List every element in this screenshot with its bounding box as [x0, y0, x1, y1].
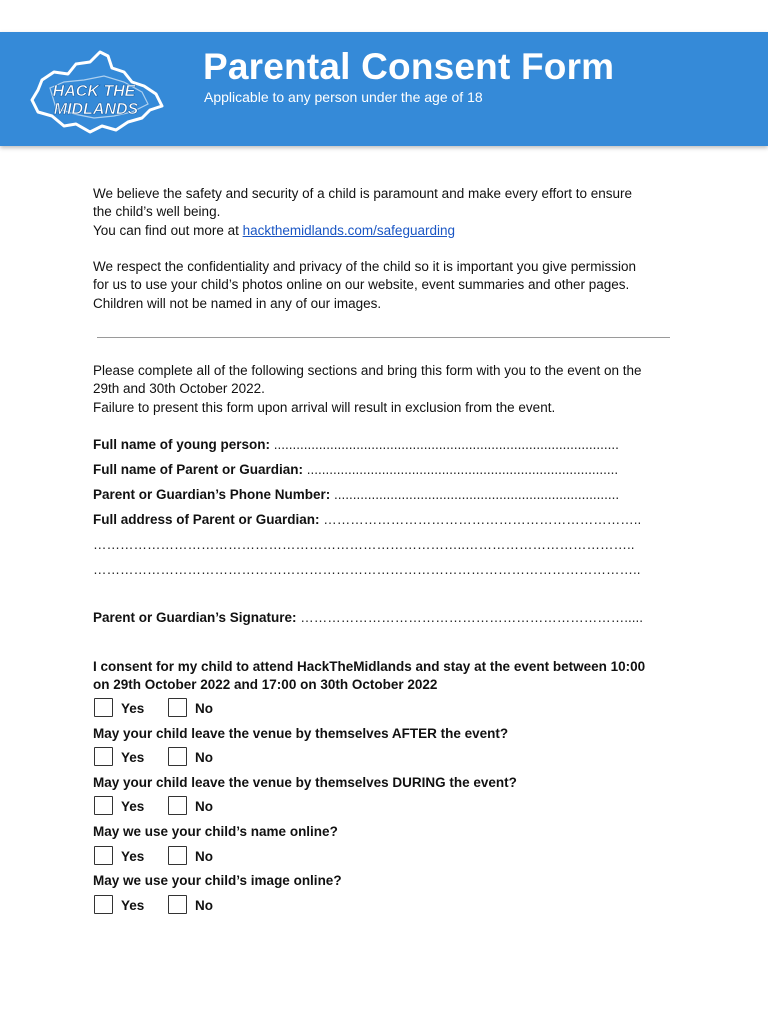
field-guardian-address[interactable] [93, 511, 641, 529]
intro-line: We believe the safety and security of a child is paramount and make every effort to ensure [93, 186, 633, 201]
field-dots: ................................................................................... [303, 462, 619, 477]
logo-text-line-2: MIDLANDS [53, 101, 139, 118]
consent-question-attend [93, 658, 645, 695]
no-checkbox[interactable] [168, 895, 187, 914]
yes-label: Yes [121, 898, 145, 913]
intro-paragraph [93, 185, 678, 240]
consent-options-attend [93, 698, 293, 720]
safeguarding-link[interactable]: hackthemidlands.com/safeguarding [242, 222, 455, 238]
consent-question-leave-during [93, 774, 517, 792]
privacy-line: for us to use your child’s photos online on our website, event summaries and other pages. [93, 277, 630, 293]
instructions-line: Please complete all of the following sections and bring this form with you to the event on the [93, 363, 642, 378]
privacy-line: We respect the confidentiality and privacy of the child so it is important you give permission [93, 259, 637, 274]
consent-options-leave-during [93, 796, 293, 818]
no-label: No [195, 898, 213, 913]
consent-options-name-online [93, 846, 293, 868]
field-dots: ………………………………………………………………………………………………………….. [93, 562, 641, 577]
field-dots: …………………………………………………………….. [319, 512, 642, 527]
consent-options-leave-after [93, 747, 293, 769]
yes-label: Yes [121, 849, 145, 864]
question-line: May your child leave the venue by themselves AFTER the event? [93, 726, 509, 741]
field-label: Parent or Guardian’s Signature: [93, 610, 297, 625]
intro-link-prefix: You can find out more at [93, 222, 243, 238]
field-guardian-signature[interactable] [93, 609, 643, 627]
question-line: May we use your child’s name online? [93, 824, 338, 839]
no-label: No [195, 849, 213, 864]
yes-label: Yes [121, 701, 145, 716]
field-label: Full address of Parent or Guardian: [93, 512, 320, 527]
field-label: Full name of young person: [93, 437, 271, 452]
field-guardian-name[interactable] [93, 461, 618, 479]
question-line: I consent for my child to attend HackTheMidlands and stay at the event between 10:00 [93, 659, 646, 674]
privacy-paragraph [93, 258, 678, 313]
instructions-line: Failure to present this form upon arrival will result in exclusion from the event. [93, 399, 556, 415]
field-guardian-phone[interactable] [93, 486, 619, 504]
question-line: May we use your child’s image online? [93, 873, 342, 888]
yes-checkbox[interactable] [94, 796, 113, 815]
instructions-paragraph [93, 362, 678, 417]
page-top-margin [0, 0, 768, 32]
yes-label: Yes [121, 799, 145, 814]
field-address-line-2[interactable] [93, 536, 635, 554]
logo-text-line-1: HACK THE [52, 83, 136, 100]
field-label: Full name of Parent or Guardian: [93, 462, 304, 477]
yes-checkbox[interactable] [94, 846, 113, 865]
yes-checkbox[interactable] [94, 747, 113, 766]
field-dots: ............................................................................................ [270, 437, 619, 452]
question-line: on 29th October 2022 and 17:00 on 30th October 2022 [93, 677, 438, 693]
intro-line [93, 222, 678, 240]
field-dots: ............................................................................ [330, 487, 620, 502]
no-label: No [195, 701, 213, 716]
page-subtitle: Applicable to any person under the age of 18 [204, 89, 483, 105]
field-address-line-3[interactable] [93, 561, 641, 579]
question-line: May your child leave the venue by themselves DURING the event? [93, 775, 517, 790]
field-young-person-name[interactable] [93, 436, 619, 454]
page-title: Parental Consent Form [203, 46, 615, 87]
section-divider [97, 337, 670, 338]
instructions-line: 29th and 30th October 2022. [93, 381, 265, 397]
consent-question-leave-after [93, 725, 508, 743]
field-dots: ………………………………………………………………………..……………………………….. [93, 537, 635, 552]
form-header [0, 32, 768, 146]
no-checkbox[interactable] [168, 846, 187, 865]
privacy-line: Children will not be named in any of our images. [93, 295, 382, 311]
yes-checkbox[interactable] [94, 895, 113, 914]
no-checkbox[interactable] [168, 796, 187, 815]
yes-label: Yes [121, 750, 145, 765]
consent-question-name-online [93, 823, 338, 841]
no-label: No [195, 750, 213, 765]
no-label: No [195, 799, 213, 814]
hack-the-midlands-logo [24, 42, 169, 134]
field-label: Parent or Guardian’s Phone Number: [93, 487, 331, 502]
intro-line: the child’s well being. [93, 204, 221, 220]
no-checkbox[interactable] [168, 698, 187, 717]
consent-question-image-online [93, 872, 342, 890]
consent-options-image-online [93, 895, 293, 917]
yes-checkbox[interactable] [94, 698, 113, 717]
no-checkbox[interactable] [168, 747, 187, 766]
field-dots: ………………………………………………………………..... [296, 610, 644, 625]
